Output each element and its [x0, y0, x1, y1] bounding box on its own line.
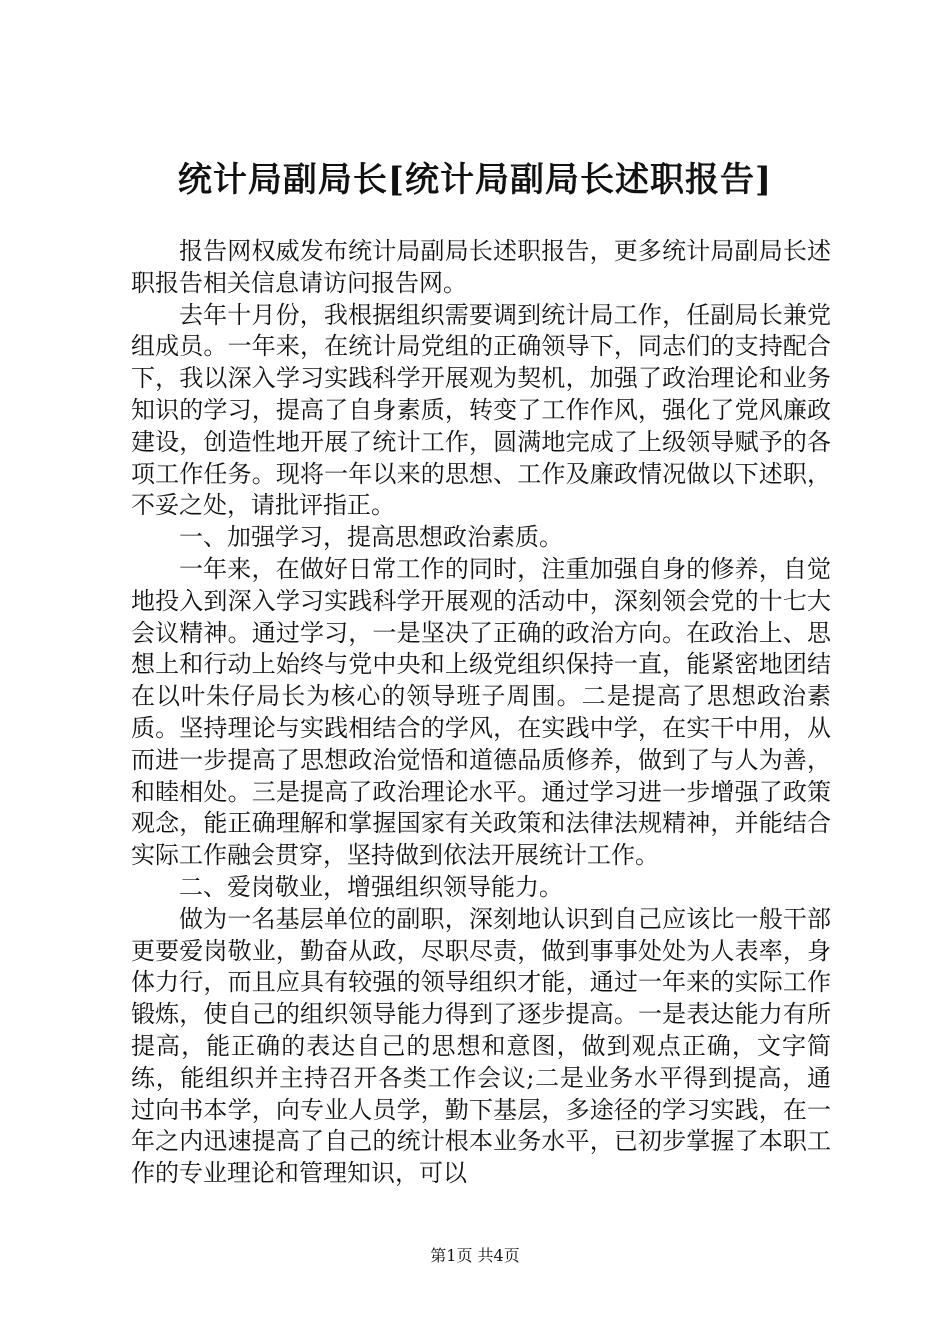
page-number-footer: 第1页 共4页 [430, 1246, 520, 1265]
paragraph: 一年来，在做好日常工作的同时，注重加强自身的修养，自觉地投入到深入学习实践科学开展观的活动中，深刻领会党的十七大会议精神。通过学习，一是坚决了正确的政治方向。在政治上、思想上和行动上始终与党中央和上级党组织保持一直，能紧密地团结在以叶朱仔局长为核心的领导班子周围。二是提高了思想政治素质。坚持理论与实践相结合的学风，在实践中学，在实干中用，从而进一步提高了思想政治觉悟和道德品质修养，做到了与人为善，和睦相处。三是提高了政治理论水平。通过学习进一步增强了政策观念，能正确理解和掌握国家有关政策和法律法规精神，并能结合实际工作融会贯穿，坚持做到依法开展统计工作。 [131, 554, 831, 870]
section-heading: 一、加强学习，提高思想政治素质。 [179, 523, 563, 552]
section-heading: 二、爱岗敬业，增强组织领导能力。 [179, 872, 563, 901]
paragraph: 去年十月份，我根据组织需要调到统计局工作，任副局长兼党组成员。一年来，在统计局党组的正确领导下，同志们的支持配合下，我以深入学习实践科学开展观为契机，加强了政治理论和业务知识的学习，提高了自身素质，转变了工作作风，强化了党风廉政建设，创造性地开展了统计工作，圆满地完成了上级领导赋予的各项工作任务。现将一年以来的思想、工作及廉政情况做以下述职，不妥之处，请批评指正。 [131, 300, 831, 520]
document-body [131, 236, 831, 1190]
paragraph: 做为一名基层单位的副职，深刻地认识到自己应该比一般干部更要爱岗敬业，勤奋从政，尽职尽责，做到事事处处为人表率，身体力行，而且应具有较强的领导组织才能，通过一年来的实际工作锻炼，使自己的组织领导能力得到了逐步提高。一是表达能力有所提高，能正确的表达自己的思想和意图，做到观点正确，文字简练，能组织并主持召开各类工作会议;二是业务水平得到提高，通过向书本学，向专业人员学，勤下基层，多途径的学习实践，在一年之内迅速提高了自己的统计根本业务水平，已初步掌握了本职工作的专业理论和管理知识，可以 [131, 904, 831, 1188]
paragraph: 报告网权威发布统计局副局长述职报告，更多统计局副局长述职报告相关信息请访问报告网。 [131, 237, 831, 297]
document-title: 统计局副局长[统计局副局长述职报告] [177, 160, 773, 200]
